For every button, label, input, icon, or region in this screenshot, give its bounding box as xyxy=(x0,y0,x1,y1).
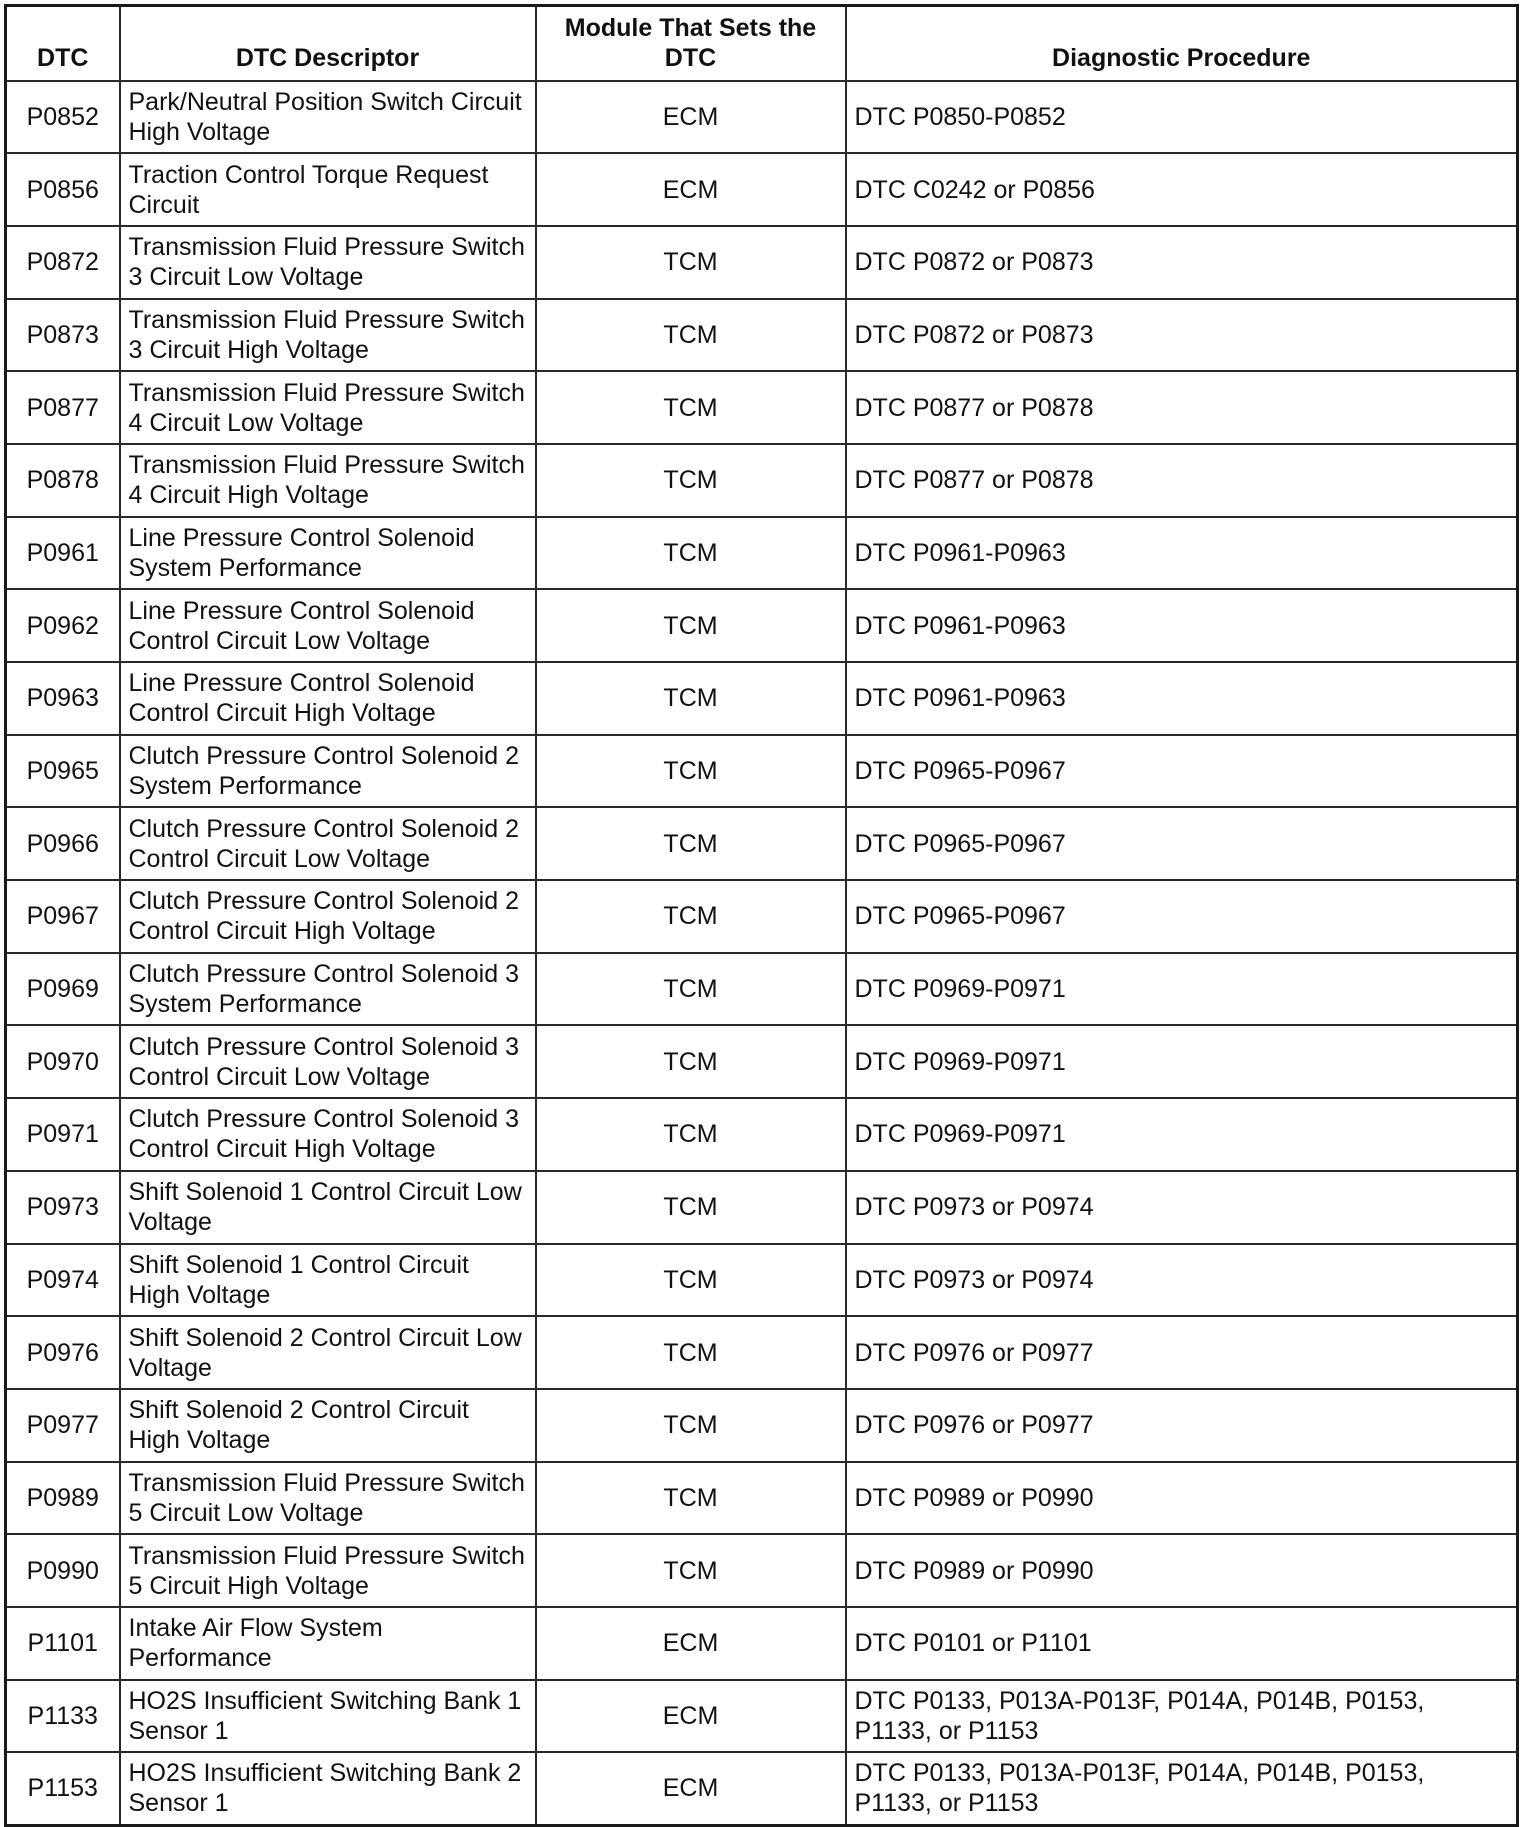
dtc-descriptor-cell: HO2S Insufficient Switching Bank 2 Sensor 1 xyxy=(120,1752,536,1825)
dtc-descriptor-cell: Transmission Fluid Pressure Switch 4 Circuit Low Voltage xyxy=(120,371,536,444)
table-row xyxy=(6,226,1518,299)
dtc-procedure-cell: DTC P0877 or P0878 xyxy=(846,444,1518,517)
dtc-descriptor-cell: Transmission Fluid Pressure Switch 5 Circuit Low Voltage xyxy=(120,1462,536,1535)
dtc-descriptor-cell: Shift Solenoid 2 Control Circuit Low Voltage xyxy=(120,1316,536,1389)
dtc-module-cell: ECM xyxy=(536,153,846,226)
dtc-procedure-cell: DTC P0973 or P0974 xyxy=(846,1244,1518,1317)
dtc-procedure-cell: DTC P0133, P013A-P013F, P014A, P014B, P0153, P1133, or P1153 xyxy=(846,1680,1518,1753)
dtc-procedure-cell: DTC P0877 or P0878 xyxy=(846,371,1518,444)
dtc-code-cell: P0970 xyxy=(6,1025,120,1098)
dtc-code-cell: P0961 xyxy=(6,517,120,590)
dtc-procedure-cell: DTC P0989 or P0990 xyxy=(846,1462,1518,1535)
header-procedure: Diagnostic Procedure xyxy=(846,6,1518,81)
header-dtc: DTC xyxy=(6,6,120,81)
table-row xyxy=(6,1171,1518,1244)
dtc-descriptor-cell: Park/Neutral Position Switch Circuit High Voltage xyxy=(120,81,536,154)
dtc-descriptor-cell: Transmission Fluid Pressure Switch 4 Circuit High Voltage xyxy=(120,444,536,517)
dtc-code-cell: P0965 xyxy=(6,735,120,808)
dtc-procedure-cell: DTC P0872 or P0873 xyxy=(846,226,1518,299)
dtc-module-cell: TCM xyxy=(536,1389,846,1462)
table-row xyxy=(6,1389,1518,1462)
dtc-descriptor-cell: Shift Solenoid 2 Control Circuit High Voltage xyxy=(120,1389,536,1462)
dtc-module-cell: TCM xyxy=(536,1316,846,1389)
dtc-code-cell: P0976 xyxy=(6,1316,120,1389)
dtc-code-cell: P0877 xyxy=(6,371,120,444)
dtc-descriptor-cell: Clutch Pressure Control Solenoid 2 Control Circuit High Voltage xyxy=(120,880,536,953)
dtc-procedure-cell: DTC P0872 or P0873 xyxy=(846,299,1518,372)
dtc-code-cell: P1101 xyxy=(6,1607,120,1680)
dtc-module-cell: TCM xyxy=(536,517,846,590)
dtc-module-cell: TCM xyxy=(536,1025,846,1098)
dtc-code-cell: P0989 xyxy=(6,1462,120,1535)
dtc-code-cell: P0969 xyxy=(6,953,120,1026)
table-row xyxy=(6,371,1518,444)
dtc-code-cell: P0856 xyxy=(6,153,120,226)
dtc-procedure-cell: DTC P0965-P0967 xyxy=(846,807,1518,880)
dtc-descriptor-cell: HO2S Insufficient Switching Bank 1 Sensor 1 xyxy=(120,1680,536,1753)
table-row xyxy=(6,662,1518,735)
dtc-module-cell: TCM xyxy=(536,735,846,808)
dtc-code-cell: P0990 xyxy=(6,1534,120,1607)
dtc-descriptor-cell: Shift Solenoid 1 Control Circuit High Voltage xyxy=(120,1244,536,1317)
table-row xyxy=(6,444,1518,517)
dtc-descriptor-cell: Line Pressure Control Solenoid Control Circuit Low Voltage xyxy=(120,589,536,662)
table-body xyxy=(6,81,1518,1826)
dtc-procedure-cell: DTC P0133, P013A-P013F, P014A, P014B, P0153, P1133, or P1153 xyxy=(846,1752,1518,1825)
dtc-code-cell: P0872 xyxy=(6,226,120,299)
dtc-module-cell: TCM xyxy=(536,807,846,880)
dtc-procedure-cell: DTC P0961-P0963 xyxy=(846,589,1518,662)
dtc-descriptor-cell: Clutch Pressure Control Solenoid 3 Control Circuit High Voltage xyxy=(120,1098,536,1171)
dtc-module-cell: TCM xyxy=(536,299,846,372)
dtc-code-cell: P0852 xyxy=(6,81,120,154)
dtc-descriptor-cell: Line Pressure Control Solenoid System Performance xyxy=(120,517,536,590)
dtc-module-cell: TCM xyxy=(536,662,846,735)
table-row xyxy=(6,153,1518,226)
table-row xyxy=(6,880,1518,953)
table-row xyxy=(6,1316,1518,1389)
dtc-module-cell: TCM xyxy=(536,226,846,299)
table-row xyxy=(6,1098,1518,1171)
table-row xyxy=(6,299,1518,372)
dtc-code-cell: P0971 xyxy=(6,1098,120,1171)
dtc-code-cell: P1153 xyxy=(6,1752,120,1825)
dtc-procedure-cell: DTC C0242 or P0856 xyxy=(846,153,1518,226)
dtc-descriptor-cell: Traction Control Torque Request Circuit xyxy=(120,153,536,226)
dtc-code-cell: P0973 xyxy=(6,1171,120,1244)
dtc-module-cell: ECM xyxy=(536,1752,846,1825)
dtc-descriptor-cell: Transmission Fluid Pressure Switch 3 Circuit High Voltage xyxy=(120,299,536,372)
dtc-module-cell: TCM xyxy=(536,371,846,444)
dtc-module-cell: ECM xyxy=(536,81,846,154)
dtc-procedure-cell: DTC P0973 or P0974 xyxy=(846,1171,1518,1244)
dtc-module-cell: TCM xyxy=(536,589,846,662)
dtc-module-cell: TCM xyxy=(536,1244,846,1317)
dtc-code-cell: P0873 xyxy=(6,299,120,372)
dtc-procedure-cell: DTC P0969-P0971 xyxy=(846,1098,1518,1171)
header-module: Module That Sets the DTC xyxy=(536,6,846,81)
table-header xyxy=(6,6,1518,81)
dtc-code-cell: P0974 xyxy=(6,1244,120,1317)
table-row xyxy=(6,735,1518,808)
table-row xyxy=(6,1534,1518,1607)
table-row xyxy=(6,1752,1518,1825)
dtc-code-cell: P0963 xyxy=(6,662,120,735)
dtc-code-cell: P1133 xyxy=(6,1680,120,1753)
dtc-procedure-cell: DTC P0969-P0971 xyxy=(846,1025,1518,1098)
dtc-descriptor-cell: Clutch Pressure Control Solenoid 2 System Performance xyxy=(120,735,536,808)
table-row xyxy=(6,517,1518,590)
dtc-module-cell: TCM xyxy=(536,1098,846,1171)
dtc-module-cell: TCM xyxy=(536,1462,846,1535)
dtc-module-cell: TCM xyxy=(536,880,846,953)
table-row xyxy=(6,1680,1518,1753)
dtc-module-cell: TCM xyxy=(536,953,846,1026)
dtc-procedure-cell: DTC P0989 or P0990 xyxy=(846,1534,1518,1607)
dtc-procedure-cell: DTC P0976 or P0977 xyxy=(846,1389,1518,1462)
table-row xyxy=(6,1462,1518,1535)
dtc-table xyxy=(4,4,1519,1827)
dtc-procedure-cell: DTC P0101 or P1101 xyxy=(846,1607,1518,1680)
dtc-module-cell: ECM xyxy=(536,1680,846,1753)
dtc-descriptor-cell: Transmission Fluid Pressure Switch 3 Circuit Low Voltage xyxy=(120,226,536,299)
dtc-descriptor-cell: Clutch Pressure Control Solenoid 3 Control Circuit Low Voltage xyxy=(120,1025,536,1098)
dtc-code-cell: P0977 xyxy=(6,1389,120,1462)
dtc-code-cell: P0878 xyxy=(6,444,120,517)
dtc-code-cell: P0967 xyxy=(6,880,120,953)
dtc-descriptor-cell: Intake Air Flow System Performance xyxy=(120,1607,536,1680)
dtc-procedure-cell: DTC P0969-P0971 xyxy=(846,953,1518,1026)
dtc-procedure-cell: DTC P0965-P0967 xyxy=(846,735,1518,808)
dtc-procedure-cell: DTC P0965-P0967 xyxy=(846,880,1518,953)
table-row xyxy=(6,953,1518,1026)
table-row xyxy=(6,1607,1518,1680)
dtc-module-cell: TCM xyxy=(536,1534,846,1607)
table-row xyxy=(6,589,1518,662)
dtc-procedure-cell: DTC P0961-P0963 xyxy=(846,662,1518,735)
dtc-descriptor-cell: Transmission Fluid Pressure Switch 5 Circuit High Voltage xyxy=(120,1534,536,1607)
table-row xyxy=(6,1025,1518,1098)
dtc-descriptor-cell: Clutch Pressure Control Solenoid 3 System Performance xyxy=(120,953,536,1026)
table-row xyxy=(6,1244,1518,1317)
header-row xyxy=(6,6,1518,81)
table-row xyxy=(6,81,1518,154)
dtc-procedure-cell: DTC P0850-P0852 xyxy=(846,81,1518,154)
dtc-module-cell: ECM xyxy=(536,1607,846,1680)
dtc-procedure-cell: DTC P0976 or P0977 xyxy=(846,1316,1518,1389)
dtc-module-cell: TCM xyxy=(536,1171,846,1244)
dtc-code-cell: P0962 xyxy=(6,589,120,662)
header-descriptor: DTC Descriptor xyxy=(120,6,536,81)
table-row xyxy=(6,807,1518,880)
dtc-descriptor-cell: Shift Solenoid 1 Control Circuit Low Voltage xyxy=(120,1171,536,1244)
dtc-descriptor-cell: Clutch Pressure Control Solenoid 2 Control Circuit Low Voltage xyxy=(120,807,536,880)
dtc-code-cell: P0966 xyxy=(6,807,120,880)
dtc-procedure-cell: DTC P0961-P0963 xyxy=(846,517,1518,590)
dtc-module-cell: TCM xyxy=(536,444,846,517)
dtc-descriptor-cell: Line Pressure Control Solenoid Control Circuit High Voltage xyxy=(120,662,536,735)
